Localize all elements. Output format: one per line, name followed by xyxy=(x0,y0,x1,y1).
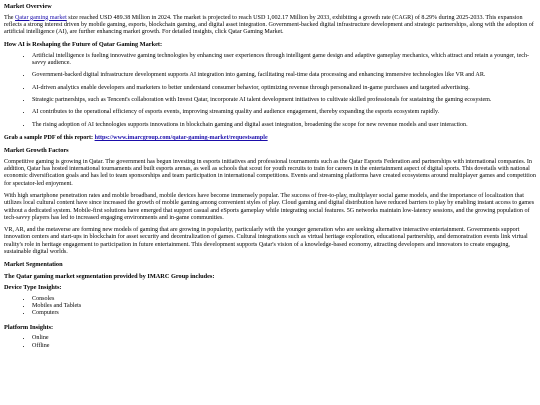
sample-pdf-line xyxy=(4,135,536,142)
device-type-heading: Device Type Insights: xyxy=(4,284,62,292)
growth-heading: Market Growth Factors xyxy=(4,147,69,155)
platform-list xyxy=(4,335,536,350)
growth-paragraph: With high smartphone penetration rates and mobile broadband, mobile devices have become immensely popular. The success of free-to-play, multiplayer social game models, and the importance of localization that utilizes local cultural content have since increased the growth of mobile gaming among convenient styles of play. Cloud gaming and digital distribution have reduced barriers to play by enabling instant access to games without a dedicated system. Mobile-first solutions have emerged that support casual and eSports gameplay while integrating social features. 5G networks maintain low-latency sessions, and the growing population of tech-savvy players has led to increased engaging environments and in-game communities. xyxy=(4,192,535,221)
ai-bullet-list xyxy=(4,53,536,129)
ai-bullet: • Government-backed digital infrastructure development supports AI integration into gaming, facilitating real-time data processing and enhancing immersive technologies like VR and AR. xyxy=(32,72,536,79)
sample-pdf-link[interactable]: https://www.imarcgroup.com/qatar-gaming-market/requestsample xyxy=(94,134,268,141)
growth-paragraph: Competitive gaming is growing in Qatar. The government has begun investing in esports initiatives and professional tournaments such as the Qatar Esports Federation and partnerships with international companies. In addition, Qatar has hosted international tournaments and built esports arenas, as well as schools that scout for youth recruits to train for careers in the entertainment aspect of digital sports. This dovetails with national economic diversification goals and has led to team sponsorships and team participation in international competitions. Events and streaming platforms have created ecosystems around multiplayer games and competition for spectator-led enjoyment. xyxy=(4,158,536,187)
platform-item: • Offline xyxy=(32,343,536,350)
ai-bullet: • The rising adoption of AI technologies supports innovations in blockchain gaming and digital asset integration, broadening the scope for new revenue models and user interaction. xyxy=(32,122,536,129)
device-type-list xyxy=(4,296,536,318)
platform-item: • Online xyxy=(32,335,536,342)
device-type-item: • Consoles xyxy=(32,296,536,303)
qatar-gaming-market-link[interactable]: Qatar gaming market xyxy=(15,14,67,21)
ai-bullet: • AI contributes to the operational efficiency of esports events, improving streaming quality and audience engagement, thereby expanding the esports ecosystem rapidly. xyxy=(32,109,536,116)
ai-bullet: • AI-driven analytics enable developers and marketers to better understand consumer behavior, optimizing revenue through personalized in-game purchases and targeted advertising. xyxy=(32,85,536,92)
sample-pdf-label: Grab a sample PDF of this report: xyxy=(4,134,94,141)
ai-bullet: • Strategic partnerships, such as Tencent's collaboration with Invest Qatar, incorporate AI talent development initiatives to cultivate skilled professionals for sustaining the gaming ecosystem. xyxy=(32,97,536,104)
device-type-item: • Computers xyxy=(32,310,536,317)
device-type-item: • Mobiles and Tablets xyxy=(32,303,536,310)
overview-intro-pre: The xyxy=(4,14,15,21)
overview-heading: Market Overview xyxy=(4,3,52,10)
segmentation-heading: Market Segmentation xyxy=(4,261,63,269)
ai-section-heading: How AI is Reshaping the Future of Qatar Gaming Market: xyxy=(4,41,163,49)
overview-intro-post: size reached USD 489.38 Million in 2024. The market is projected to reach USD 1,002.17 Million by 2033, exhibiting a growth rate (CAGR) of 8.29% during 2025-2033. This expansion reflects a strong interest driven by mobile gaming, esports, blockchain gaming, and digital asset integration. Government-backed digital infrastructure development and strategic partnerships, along with the adoption of artificial intelligence (AI), are further enhancing market growth. For detailed insights, click Qatar Gaming Market. xyxy=(4,14,534,36)
segmentation-subheading: The Qatar gaming market segmentation provided by IMARC Group includes: xyxy=(4,272,215,280)
overview-paragraph xyxy=(4,15,536,37)
ai-bullet: • Artificial intelligence is fueling innovative gaming technologies by enhancing user experiences through intelligent game design and adaptive gameplay mechanics, which attract and retain a younger, tech-savvy audience. xyxy=(32,53,536,68)
growth-paragraph: VR, AR, and the metaverse are forming new models of gaming that are growing in popularity, particularly with the younger generation who are seeking alternative interactive entertainment. Governments support innovation centers and start-ups in blockchain for asset security and decentralization of games. Cultural integrations such as virtual heritage exploration, educational partnership, and demonstration events link virtual reality's role in heritage engagement to participation in future entertainment. This development supports Qatar's vision of a knowledge-based economy, attracting developers and innovators to create engaging, sustainable digital worlds. xyxy=(4,227,528,256)
platform-heading: Platform Insights: xyxy=(4,323,54,331)
